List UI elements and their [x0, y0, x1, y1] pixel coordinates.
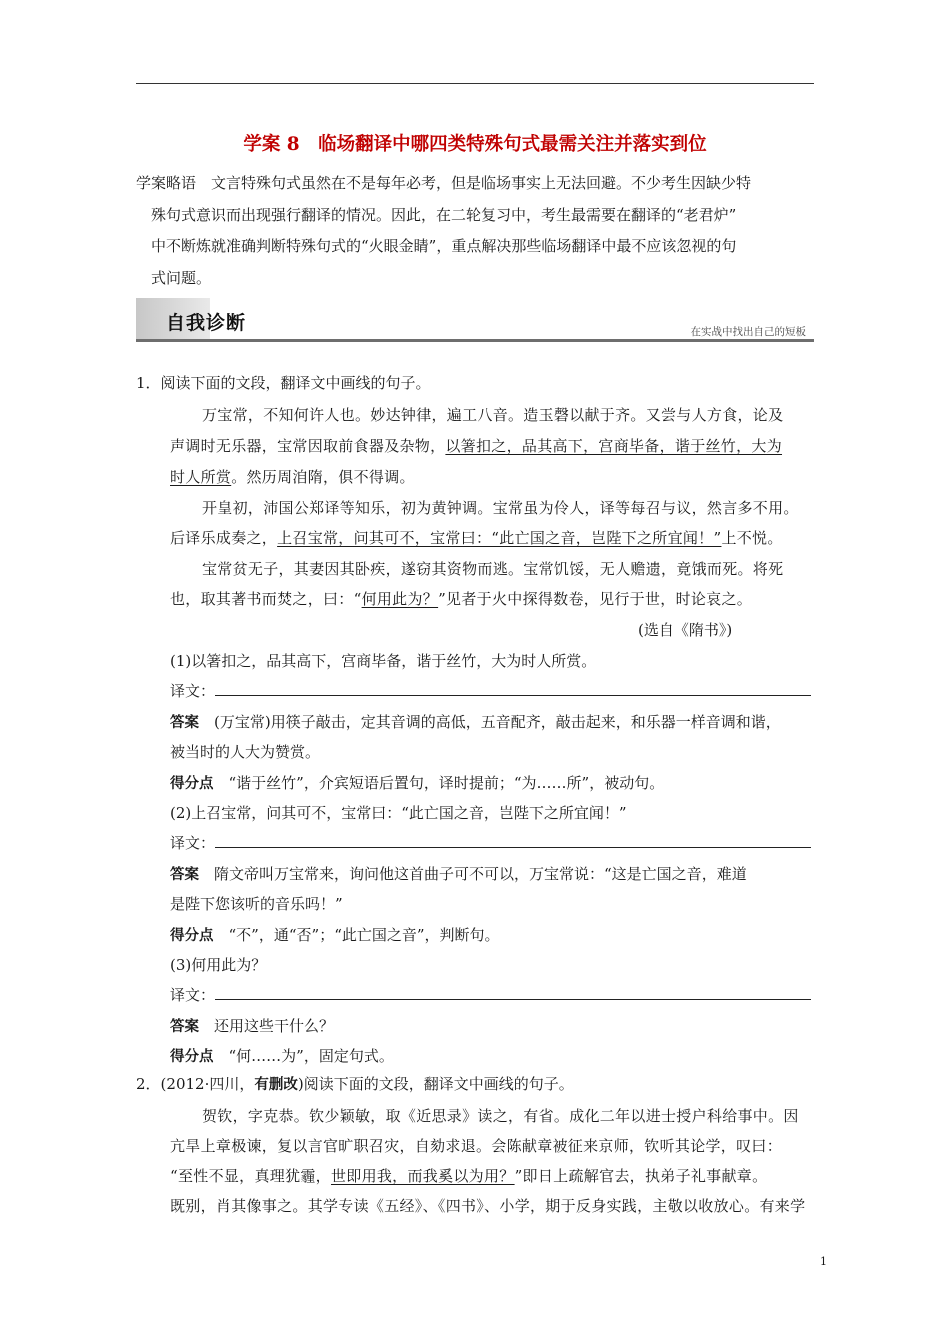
intro-line-1: 学案略语 文言特殊句式虽然在不是每年必考，但是临场事实上无法回避。不少考生因缺少特 — [136, 174, 752, 192]
q1-passage-line: 万宝常，不知何许人也。妙达钟律，遍工八音。造玉磬以献于齐。又尝与人方食，论及 — [202, 406, 784, 424]
translation-blank: 译文： — [170, 832, 811, 853]
q1-source: (选自《隋书》) — [638, 621, 733, 639]
q2-passage-line: “至性不显，真理犹霾，世即用我，而我奚以为用？”即日上疏解官去，执弟子礼事献章。 — [170, 1167, 768, 1185]
q1-sub-question-1: (1)以箸扣之，品其高下，宫商毕备，谐于丝竹，大为时人所赏。 — [170, 652, 597, 670]
page-title: 学案 8 临场翻译中哪四类特殊句式最需关注并落实到位 — [243, 134, 707, 155]
underlined-sentence: 以箸扣之，品其高下，宫商毕备，谐于丝竹，大为 — [445, 437, 783, 455]
header-rule — [136, 83, 814, 84]
answer-1: 答案 (万宝常)用筷子敲击，定其音调的高低，五音配齐，敲击起来，和乐器一样音调和谐， — [170, 713, 781, 731]
q1-passage-line: 声调时无乐器，宝常因取前食器及杂物，以箸扣之，品其高下，宫商毕备，谐于丝竹，大为 — [170, 437, 783, 455]
scoring-points-2: 得分点 “不”，通“否”；“此亡国之音”，判断句。 — [170, 926, 500, 944]
underlined-sentence: 世即用我，而我奚以为用？ — [330, 1167, 515, 1185]
q2-passage-line: 既别，肖其像事之。其学专读《五经》、《四书》、小学，期于反身实践，主敬以收放心。有来学 — [170, 1197, 806, 1215]
q1-passage-line: 也，取其著书而焚之，曰：“何用此为？”见者于火中探得数卷，见行于世，时论哀之。 — [170, 590, 753, 608]
underlined-sentence: 上召宝常，问其可不，宝常曰：“此亡国之音，岂陛下之所宜闻！” — [277, 529, 722, 547]
section-banner — [136, 298, 814, 342]
section-rule — [136, 339, 814, 342]
intro-line-4: 式问题。 — [151, 268, 212, 287]
q2-passage-line: 亢旱上章极谏，复以言官旷职召灾，自劾求退。会陈献章被征来京师，钦听其论学，叹曰： — [170, 1137, 783, 1155]
translation-blank: 译文： — [170, 984, 811, 1005]
q1-stem: 1．阅读下面的文段，翻译文中画线的句子。 — [136, 374, 431, 392]
section-subheading: 在实战中找出自己的短板 — [690, 326, 806, 338]
answer-1-cont: 被当时的人大为赞赏。 — [170, 743, 321, 761]
scoring-points-1: 得分点 “谐于丝竹”，介宾短语后置句，译时提前；“为……所”，被动句。 — [170, 774, 665, 792]
q1-passage-line: 宝常贫无子，其妻因其卧疾，遂窃其资物而逃。宝常饥馁，无人赡遗，竟饿而死。将死 — [202, 560, 784, 578]
intro-label: 学案略语 — [136, 174, 197, 192]
q1-sub-question-2: (2)上召宝常，问其可不，宝常曰：“此亡国之音，岂陛下之所宜闻！” — [170, 804, 627, 822]
q2-passage-line: 贺钦，字克恭。钦少颖敏，取《近思录》读之，有省。成化二年以进士授户科给事中。因 — [202, 1107, 799, 1125]
page-number: 1 — [820, 1255, 827, 1268]
answer-2: 答案 隋文帝叫万宝常来，询问他这首曲子可不可以，万宝常说：“这是亡国之音，难道 — [170, 865, 747, 883]
q1-passage-line: 时人所赏。然历周洎隋，俱不得调。 — [170, 468, 415, 486]
answer-line — [215, 694, 811, 696]
answer-3: 答案 还用这些干什么？ — [170, 1017, 335, 1035]
underlined-sentence: 时人所赏 — [170, 468, 232, 486]
intro-paragraph — [136, 168, 816, 294]
intro-line-3: 中不断炼就准确判断特殊句式的“火眼金睛”，重点解决那些临场翻译中最不应该忽视的句 — [151, 237, 737, 255]
q1-sub-question-3: (3)何用此为？ — [170, 956, 267, 974]
answer-line — [215, 998, 811, 1000]
translation-blank: 译文： — [170, 680, 811, 701]
answer-line — [215, 846, 811, 848]
q2-stem: 2．(2012·四川，有删改)阅读下面的文段，翻译文中画线的句子。 — [136, 1075, 574, 1093]
scoring-points-3: 得分点 “何……为”，固定句式。 — [170, 1047, 394, 1065]
section-heading: 自我诊断 — [166, 312, 247, 334]
answer-2-cont: 是陛下您该听的音乐吗！” — [170, 895, 343, 913]
underlined-sentence: 何用此为？ — [361, 590, 439, 608]
q1-passage-line: 后译乐成奏之，上召宝常，问其可不，宝常曰：“此亡国之音，岂陛下之所宜闻！”上不悦。 — [170, 529, 783, 547]
intro-line-2: 殊句式意识而出现强行翻译的情况。因此，在二轮复习中，考生最需要在翻译的“老君炉” — [151, 205, 737, 224]
q1-passage-line: 开皇初，沛国公郑译等知乐，初为黄钟调。宝常虽为伶人，译等每召与议，然言多不用。 — [202, 499, 799, 517]
